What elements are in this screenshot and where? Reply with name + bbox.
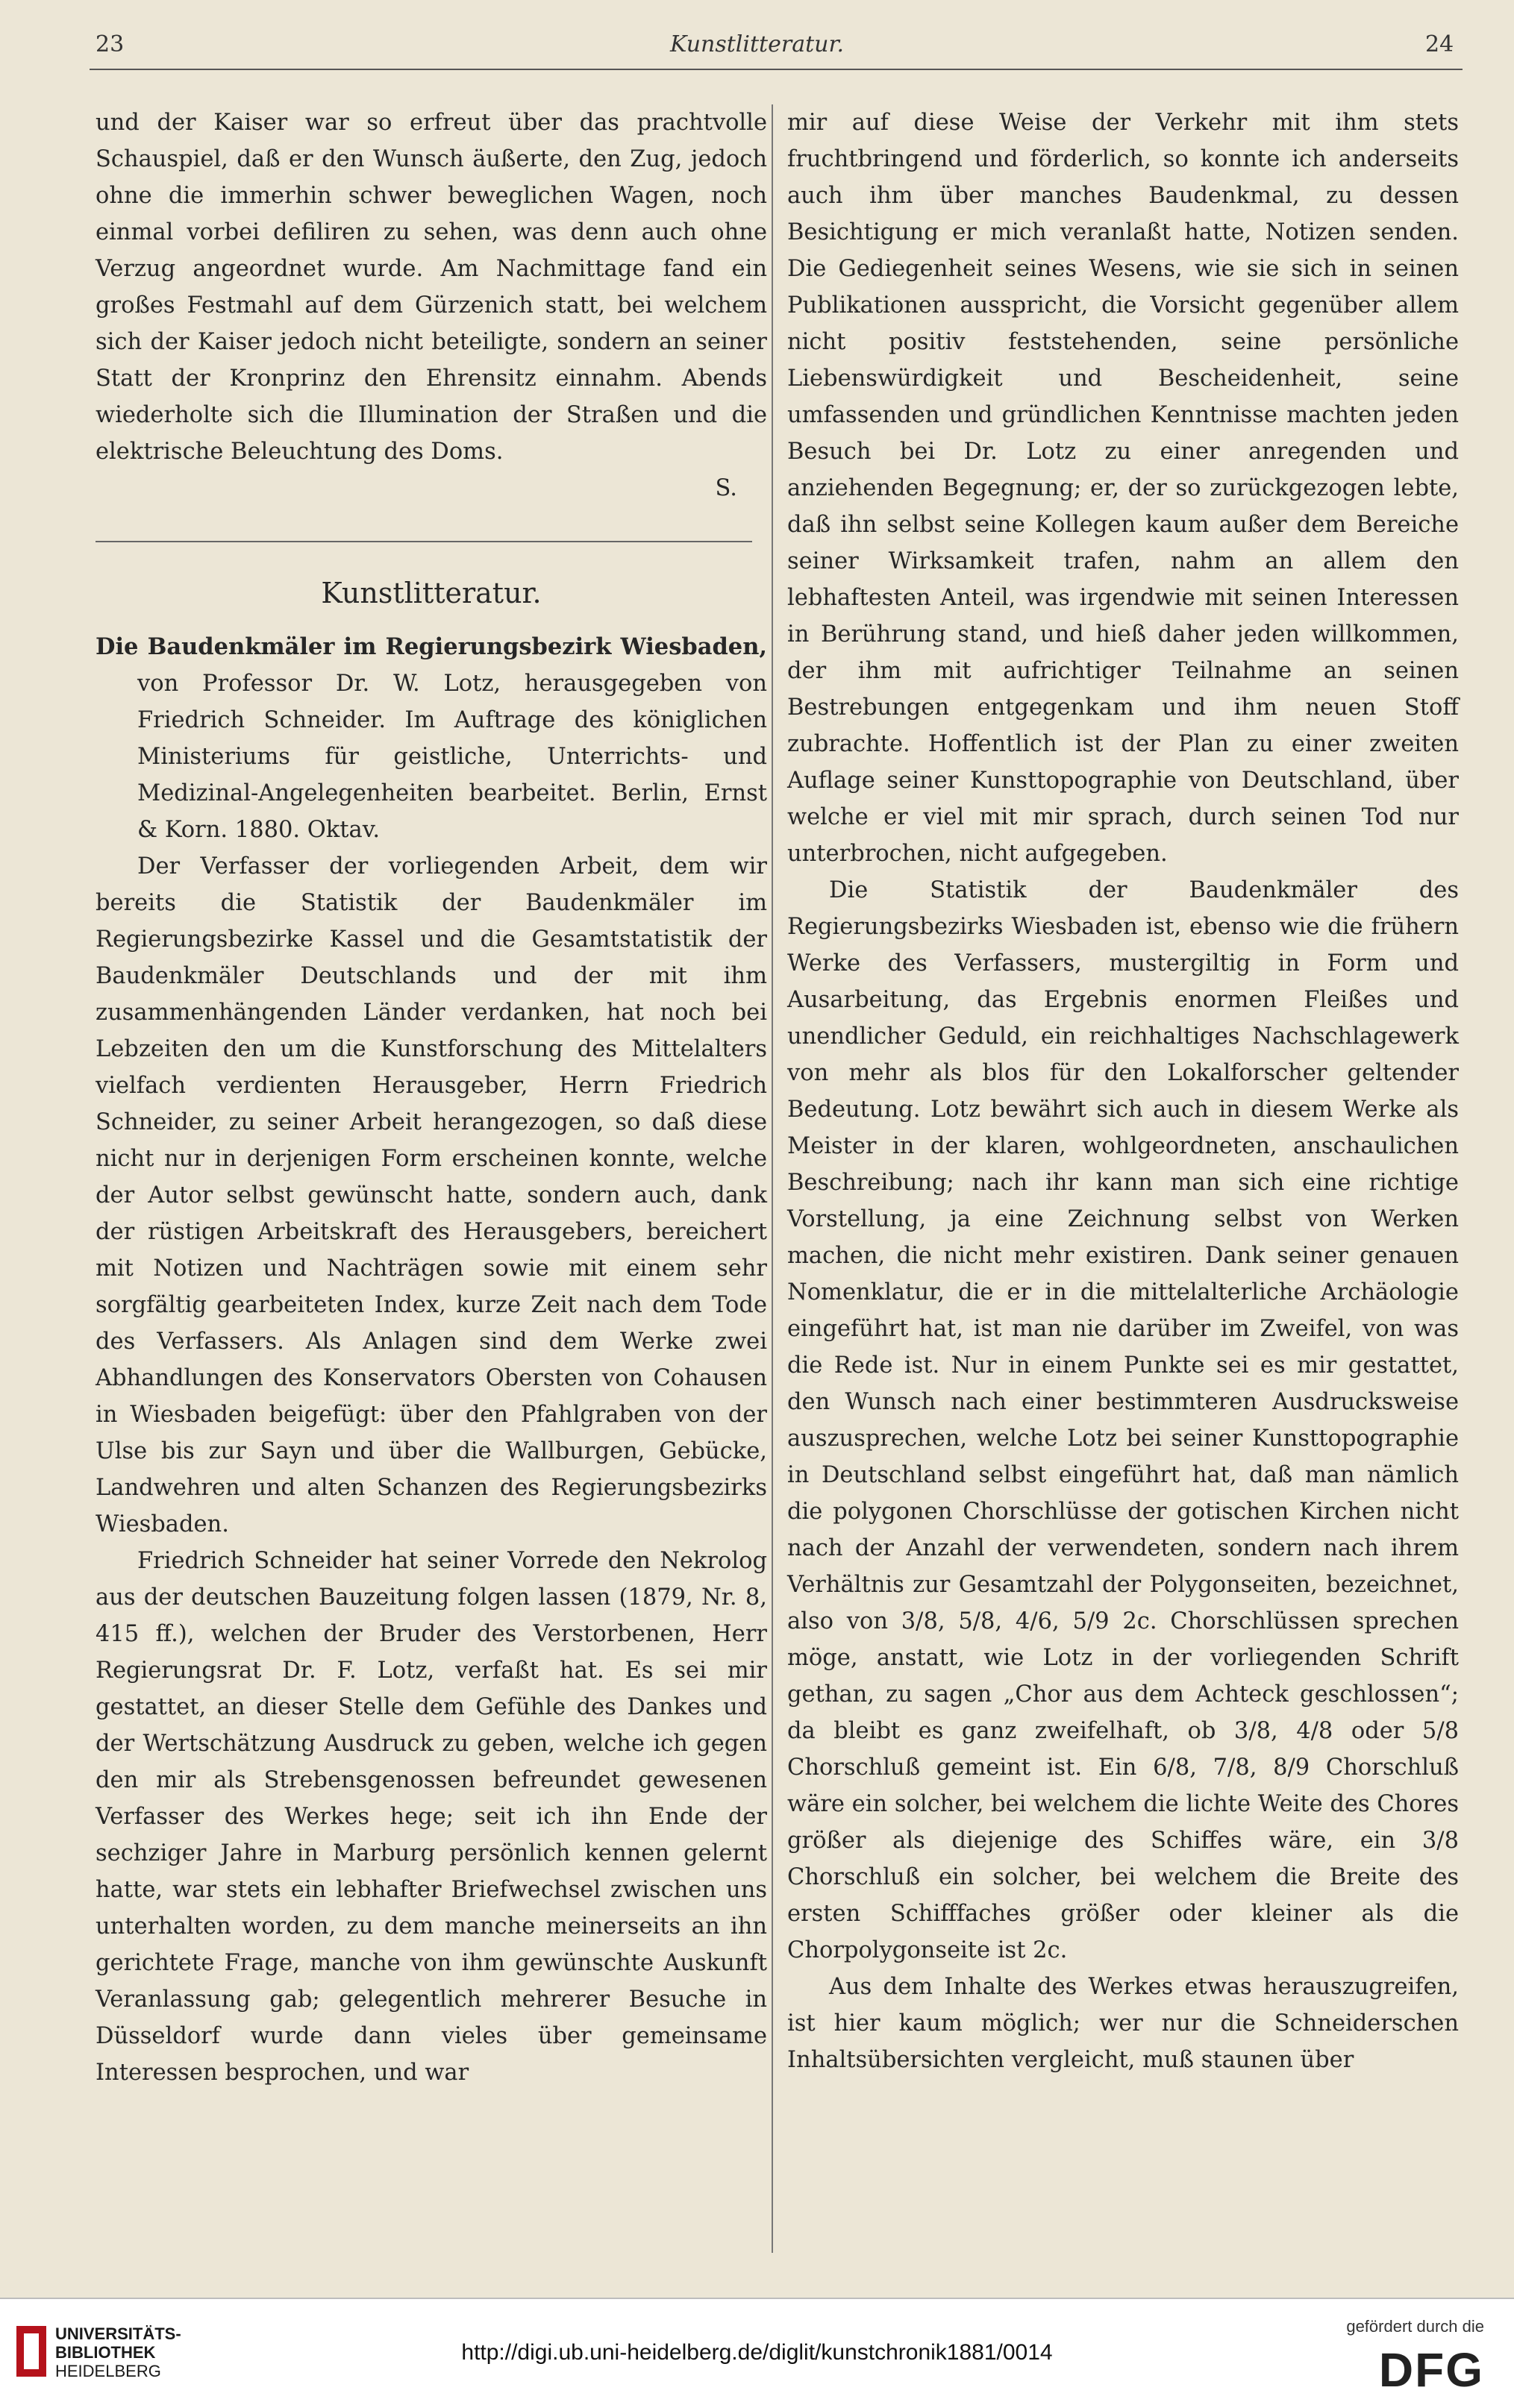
library-name-line3: HEIDELBERG: [55, 2362, 161, 2380]
funding-note: gefördert durch die: [1346, 2317, 1484, 2336]
review-paragraph-2: Friedrich Schneider hat seiner Vorrede den Nekrolog aus der deutschen Bauzeitung folgen lassen (1879, Nr. 8, 415 ff.), welchen der Bruder des Verstorbenen, Herr Regierungsrat Dr. F. Lotz, verfaßt hat. Es sei mir gestattet, an dieser Stelle dem Gefühle des Dankes und der Wertschätzung Ausdruck zu geben, welche ich gegen den mir als Strebensgenossen befreundet gewesenen Verfasser des Werkes hege; seit ich ihn Ende der sechziger Jahre in Marburg persönlich kennen gelernt hatte, war stets ein lebhafter Briefwechsel zwischen uns unterhalten worden, zu dem manche meinerseits an ihn gerichtete Frage, manche von ihm gewünschte Auskunft Veranlassung gab; gelegentlich mehrerer Besuche in Düsseldorf wurde dann vieles über gemeinsame Interessen besprochen, und war: [96, 1548, 767, 2086]
review-paragraph-5: Aus dem Inhalte des Werkes etwas herauszugreifen, ist hier kaum möglich; wer nur die Schneiderschen Inhaltsübersichten vergleicht, muß staunen über: [787, 1974, 1459, 2073]
opening-paragraph: und der Kaiser war so erfreut über das prachtvolle Schauspiel, daß er den Wunsch äußerte, den Zug, jedoch ohne die immerhin schwer beweglichen Wagen, noch einmal vorbei defiliren zu sehen, was denn auch ohne Verzug angeordnet wurde. Am Nachmittage fand ein großes Festmahl auf dem Gürzenich statt, bei welchem sich der Kaiser jedoch nicht beteiligte, sondern an seiner Statt der Kronprinz den Ehrensitz einnahm. Abends wiederholte sich die Illumination der Straßen und die elektrische Beleuchtung des Doms.: [96, 110, 767, 465]
column-divider: [772, 104, 773, 2253]
review-paragraph-3: mir auf diese Weise der Verkehr mit ihm stets fruchtbringend und förderlich, so konnte ich anderseits auch ihm über manches Baudenkmal, zu dessen Besichtigung er mich veranlaßt hatte, Notizen senden. Die Gediegenheit seines Wesens, wie sie sich in seinen Publikationen ausspricht, die Vorsicht gegenüber allem nicht positiv feststehenden, seine persönliche Liebenswürdigkeit und Bescheidenheit, seine umfassenden und gründlichen Kenntnisse machten jeden Besuch bei Dr. Lotz zu einer anregenden und anziehenden Begegnung; er, der so zurückgezogen lebte, daß ihn selbst seine Kollegen kaum außer dem Bereiche seiner Wirksamkeit trafen, nahm an allem den lebhaftesten Anteil, was irgendwie mit seinen Interessen in Berührung stand, und hieß daher jeden willkommen, der ihm mit aufrichtiger Teilnahme an seinen Bestrebungen entgegenkam und ihm neuen Stoff zubrachte. Hoffentlich ist der Plan zu einer zweiten Auflage seiner Kunsttopographie von Deutschland, über welche er viel mit mir sprach, durch seinen Tod nur unterbrochen, nicht aufgegeben.: [787, 110, 1459, 867]
viewer-footer: [0, 2298, 1514, 2408]
review-paragraph-1: Der Verfasser der vorliegenden Arbeit, dem wir bereits die Statistik der Baudenkmäler im Regierungsbezirke Kassel und die Gesamtstatistik der Baudenkmäler Deutschlands und der mit ihm zusammenhängenden Länder verdanken, hat noch bei Lebzeiten den um die Kunstforschung des Mittelalters vielfach verdienten Herausgeber, Herrn Friedrich Schneider, zu seiner Arbeit herangezogen, so daß diese nicht nur in derjenigen Form erscheinen konnte, welche der Autor selbst gewünscht hatte, sondern auch, dank der rüstigen Arbeitskraft des Herausgebers, bereichert mit Notizen und Nachträgen sowie mit einem sehr sorgfältig gearbeiteten Index, kurze Zeit nach dem Tode des Verfassers. Als Anlagen sind dem Werke zwei Abhandlungen des Konservators Obersten von Cohausen in Wiesbaden beigefügt: über den Pfahlgraben von der Ulse bis zur Sayn und über die Wallburgen, Gebücke, Landwehren und alten Schanzen des Regierungsbezirks Wiesbaden.: [96, 853, 767, 1537]
digital-copy-url[interactable]: http://digi.ub.uni-heidelberg.de/diglit/kunstchronik1881/0014: [461, 2340, 1053, 2365]
right-column: [787, 104, 1459, 2078]
section-separator: [96, 541, 752, 542]
library-name-line2: BIBLIOTHEK: [55, 2343, 156, 2362]
dfg-logo: DFG: [1378, 2343, 1484, 2397]
page-number-left: 23: [96, 31, 125, 57]
section-title: Kunstlitteratur.: [321, 577, 542, 609]
signature: S.: [715, 475, 737, 501]
page-number-right: 24: [1425, 31, 1454, 57]
left-column: [96, 104, 767, 2091]
book-details: von Professor Dr. W. Lotz, herausgegeben von Friedrich Schneider. Im Auftrage des königlichen Ministeriums für geistliche, Unterrichts- und Medizinal-Angelegenheiten bearbeitet. Berlin, Ernst & Korn. 1880. Oktav.: [137, 671, 767, 843]
book-title: Die Baudenkmäler im Regierungsbezirk Wiesbaden,: [96, 633, 767, 660]
header-rule: [90, 69, 1463, 70]
book-entry: [96, 629, 767, 848]
library-name-line1: UNIVERSITÄTS-: [55, 2324, 181, 2343]
running-title: Kunstlitteratur.: [669, 31, 845, 57]
review-paragraph-4: Die Statistik der Baudenkmäler des Regierungsbezirks Wiesbaden ist, ebenso wie die frühern Werke des Verfassers, mustergiltig in Form und Ausarbeitung, das Ergebnis enormen Fleißes und unendlicher Geduld, ein reichhaltiges Nachschlagewerk von mehr als blos für den Lokalforscher geltender Bedeutung. Lotz bewährt sich auch in diesem Werke als Meister in der klaren, wohlgeordneten, anschaulichen Beschreibung; nach ihr kann man sich eine richtige Vorstellung, ja eine Zeichnung selbst von Werken machen, die nicht mehr existiren. Dank seiner genauen Nomenklatur, die er in die mittelalterliche Archäologie eingeführt hat, ist man nie darüber im Zweifel, von was die Rede ist. Nur in einem Punkte sei es mir gestattet, den Wunsch nach einer bestimmteren Ausdrucksweise auszusprechen, welche Lotz bei seiner Kunsttopographie in Deutschland selbst eingeführt hat, daß man nämlich die polygonen Chorschlüsse der gotischen Kirchen nicht nach der Anzahl der verwendeten, sondern nach ihrem Verhältnis zur Gesamtzahl der Polygonseiten, bezeichnet, also von 3/8, 5/8, 4/6, 5/9 2c. Chorschlüssen sprechen möge, anstatt, wie Lotz in der vorliegenden Schrift gethan, zu sagen „Chor aus dem Achteck geschlossen“; da bleibt es ganz zweifelhaft, ob 3/8, 4/8 oder 5/8 Chorschluß gemeint ist. Ein 6/8, 7/8, 8/9 Chorschluß wäre ein solcher, bei welchem die lichte Weite des Chores größer als diejenige des Schiffes wäre, ein 3/8 Chorschluß ein solcher, bei welchem die Breite des ersten Schifffaches größer oder kleiner als die Chorpolygonseite ist 2c.: [787, 877, 1459, 1963]
